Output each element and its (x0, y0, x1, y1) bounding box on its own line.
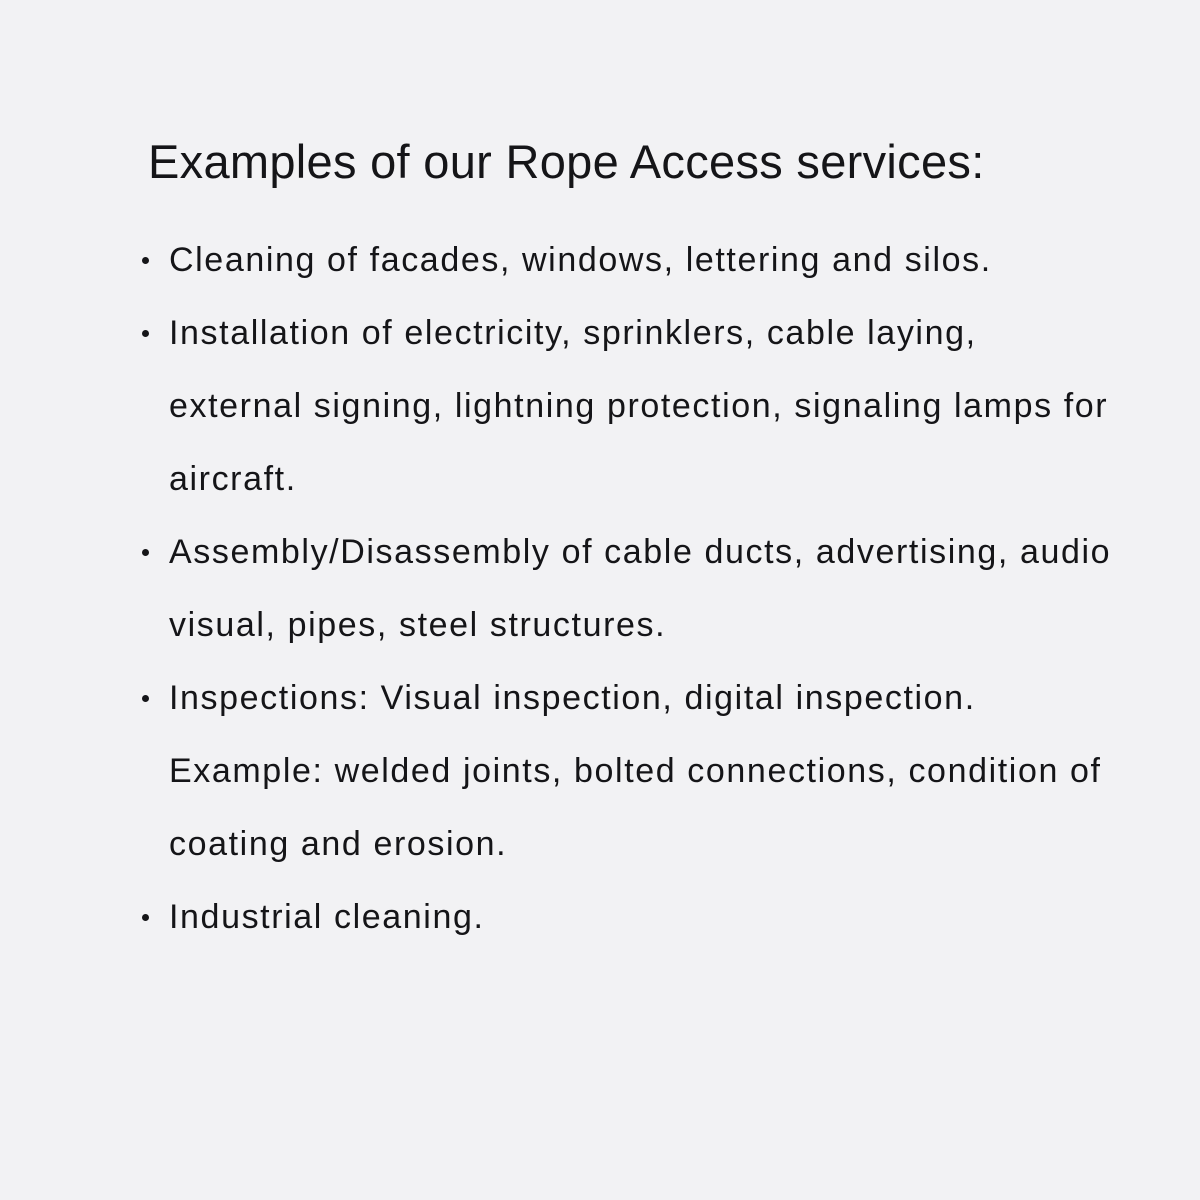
list-item-text: Installation of electricity, sprinklers, cable laying, external signing, lightning protection, signaling lamps for aircraft. (169, 314, 1109, 498)
bullet-icon (142, 330, 149, 337)
list-item-text: Assembly/Disassembly of cable ducts, advertising, audio visual, pipes, steel structures. (169, 533, 1112, 644)
bullet-icon (142, 257, 149, 264)
bullet-icon (142, 549, 149, 556)
list-item-text: Inspections: Visual inspection, digital inspection. Example: welded joints, bolted connections, condition of coating and erosion. (169, 679, 1102, 863)
list-item (0, 662, 1119, 881)
list-item (0, 516, 1119, 662)
services-list (0, 224, 1200, 954)
list-item (0, 881, 1119, 954)
list-item (0, 297, 1119, 516)
bullet-icon (142, 695, 149, 702)
page-title: Examples of our Rope Access services: (148, 135, 985, 188)
list-item-text: Industrial cleaning. (169, 898, 485, 936)
list-item (0, 224, 1119, 297)
list-item-text: Cleaning of facades, windows, lettering and silos. (169, 241, 992, 279)
bullet-icon (142, 914, 149, 921)
